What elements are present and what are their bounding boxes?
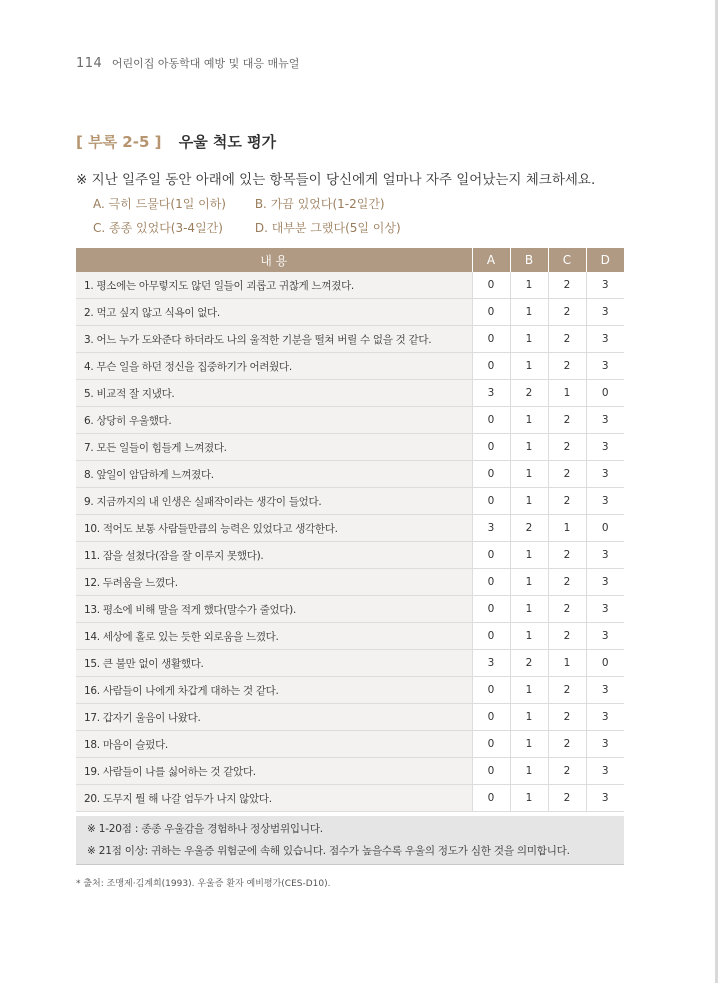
score-b: 1 <box>510 272 548 299</box>
score-a: 3 <box>472 380 510 407</box>
score-d: 3 <box>586 542 624 569</box>
score-b: 1 <box>510 299 548 326</box>
table-row <box>76 704 624 731</box>
score-d: 3 <box>586 569 624 596</box>
page-header <box>76 55 299 71</box>
score-a: 0 <box>472 299 510 326</box>
option-d: D. 대부분 그랬다(5일 이상) <box>254 221 401 235</box>
score-c: 2 <box>548 785 586 812</box>
score-d: 3 <box>586 785 624 812</box>
score-b: 1 <box>510 434 548 461</box>
score-a: 0 <box>472 596 510 623</box>
table-row <box>76 272 624 299</box>
score-a: 0 <box>472 488 510 515</box>
depression-scale-table <box>76 248 624 812</box>
note-risk: ※ 21점 이상: 귀하는 우울증 위험군에 속해 있습니다. 점수가 높을수록 우울의 정도가 심한 것을 의미합니다. <box>87 845 570 857</box>
score-d: 3 <box>586 488 624 515</box>
score-b: 1 <box>510 704 548 731</box>
section-title <box>76 131 276 152</box>
score-b: 1 <box>510 488 548 515</box>
score-b: 1 <box>510 407 548 434</box>
score-b: 1 <box>510 623 548 650</box>
score-d: 3 <box>586 596 624 623</box>
score-c: 2 <box>548 569 586 596</box>
table-row <box>76 380 624 407</box>
score-a: 0 <box>472 785 510 812</box>
score-a: 0 <box>472 569 510 596</box>
item-text: 6. 상당히 우울했다. <box>76 407 472 434</box>
table-header-row <box>76 248 624 272</box>
score-b: 1 <box>510 542 548 569</box>
score-d: 3 <box>586 461 624 488</box>
score-c: 1 <box>548 650 586 677</box>
score-b: 1 <box>510 731 548 758</box>
score-a: 0 <box>472 704 510 731</box>
score-c: 2 <box>548 758 586 785</box>
item-text: 10. 적어도 보통 사람들만큼의 능력은 있었다고 생각한다. <box>76 515 472 542</box>
score-d: 3 <box>586 272 624 299</box>
table-row <box>76 758 624 785</box>
option-b: B. 가끔 있었다(1-2일간) <box>254 197 385 211</box>
item-text: 17. 갑자기 울음이 나왔다. <box>76 704 472 731</box>
instruction-text: ※ 지난 일주일 동안 아래에 있는 항목들이 당신에게 얼마나 자주 일어났는지 체크하세요. <box>76 172 596 188</box>
item-text: 11. 잠을 설쳤다(잠을 잘 이루지 못했다). <box>76 542 472 569</box>
score-c: 2 <box>548 623 586 650</box>
table-row <box>76 596 624 623</box>
item-text: 1. 평소에는 아무렇지도 않던 일들이 괴롭고 귀찮게 느껴졌다. <box>76 272 472 299</box>
score-a: 0 <box>472 353 510 380</box>
score-c: 2 <box>548 704 586 731</box>
table-row <box>76 488 624 515</box>
answer-options <box>93 192 413 240</box>
item-text: 13. 평소에 비해 말을 적게 했다(말수가 줄었다). <box>76 596 472 623</box>
table-row <box>76 542 624 569</box>
table-row <box>76 326 624 353</box>
item-text: 9. 지금까지의 내 인생은 실패작이라는 생각이 들었다. <box>76 488 472 515</box>
score-b: 1 <box>510 677 548 704</box>
table-row <box>76 434 624 461</box>
score-d: 3 <box>586 407 624 434</box>
header-a: A <box>472 248 510 272</box>
score-b: 1 <box>510 569 548 596</box>
score-c: 2 <box>548 299 586 326</box>
score-d: 3 <box>586 434 624 461</box>
score-b: 1 <box>510 596 548 623</box>
score-d: 0 <box>586 380 624 407</box>
item-text: 15. 큰 불만 없이 생활했다. <box>76 650 472 677</box>
header-content: 내 용 <box>76 248 472 272</box>
page-number: 114 <box>76 56 103 71</box>
table-row <box>76 353 624 380</box>
table-row <box>76 569 624 596</box>
item-text: 7. 모든 일들이 힘들게 느껴졌다. <box>76 434 472 461</box>
item-text: 18. 마음이 슬펐다. <box>76 731 472 758</box>
score-d: 0 <box>586 650 624 677</box>
table-row <box>76 785 624 812</box>
book-title: 어린이집 아동학대 예방 및 대응 매뉴얼 <box>111 57 300 70</box>
score-a: 0 <box>472 434 510 461</box>
table-row <box>76 461 624 488</box>
table-row <box>76 731 624 758</box>
score-d: 3 <box>586 353 624 380</box>
score-c: 2 <box>548 677 586 704</box>
score-c: 2 <box>548 461 586 488</box>
score-c: 2 <box>548 326 586 353</box>
note-normal: ※ 1-20점 : 종종 우울감을 경험하나 정상범위입니다. <box>87 823 323 835</box>
score-d: 3 <box>586 677 624 704</box>
table-row <box>76 515 624 542</box>
score-b: 1 <box>510 758 548 785</box>
score-d: 3 <box>586 731 624 758</box>
score-c: 2 <box>548 596 586 623</box>
score-a: 0 <box>472 731 510 758</box>
score-c: 2 <box>548 353 586 380</box>
score-a: 0 <box>472 272 510 299</box>
score-c: 1 <box>548 515 586 542</box>
item-text: 19. 사람들이 나를 싫어하는 것 같았다. <box>76 758 472 785</box>
option-c: C. 종종 있었다(3-4일간) <box>93 221 223 235</box>
score-a: 0 <box>472 326 510 353</box>
score-b: 2 <box>510 380 548 407</box>
score-b: 2 <box>510 515 548 542</box>
score-b: 1 <box>510 326 548 353</box>
score-a: 3 <box>472 650 510 677</box>
score-c: 2 <box>548 542 586 569</box>
score-c: 2 <box>548 272 586 299</box>
score-a: 0 <box>472 623 510 650</box>
item-text: 12. 두려움을 느꼈다. <box>76 569 472 596</box>
score-d: 3 <box>586 299 624 326</box>
item-text: 3. 어느 누가 도와준다 하더라도 나의 울적한 기분을 떨쳐 버릴 수 없을 것 같다. <box>76 326 472 353</box>
score-c: 1 <box>548 380 586 407</box>
item-text: 20. 도무지 뭘 해 나갈 엄두가 나지 않았다. <box>76 785 472 812</box>
score-c: 2 <box>548 434 586 461</box>
option-a: A. 극히 드물다(1일 이하) <box>93 197 226 211</box>
item-text: 8. 앞일이 암담하게 느껴졌다. <box>76 461 472 488</box>
score-a: 0 <box>472 758 510 785</box>
score-c: 2 <box>548 731 586 758</box>
score-a: 0 <box>472 461 510 488</box>
section-name: 우울 척도 평가 <box>178 133 277 151</box>
score-c: 2 <box>548 407 586 434</box>
score-d: 3 <box>586 704 624 731</box>
item-text: 16. 사람들이 나에게 차갑게 대하는 것 같다. <box>76 677 472 704</box>
item-text: 5. 비교적 잘 지냈다. <box>76 380 472 407</box>
score-d: 3 <box>586 623 624 650</box>
appendix-tag: [ 부록 2-5 ] <box>76 133 162 151</box>
score-b: 1 <box>510 785 548 812</box>
table-row <box>76 299 624 326</box>
source-citation: * 출처: 조맹제·김계희(1993). 우울증 환자 예비평가(CES-D10). <box>76 879 331 889</box>
score-a: 0 <box>472 542 510 569</box>
header-b: B <box>510 248 548 272</box>
score-c: 2 <box>548 488 586 515</box>
table-row <box>76 677 624 704</box>
score-b: 1 <box>510 353 548 380</box>
item-text: 14. 세상에 홀로 있는 듯한 외로움을 느꼈다. <box>76 623 472 650</box>
score-d: 3 <box>586 326 624 353</box>
header-d: D <box>586 248 624 272</box>
score-a: 0 <box>472 677 510 704</box>
score-b: 1 <box>510 461 548 488</box>
score-notes <box>76 816 624 865</box>
item-text: 4. 무슨 일을 하던 정신을 집중하기가 어려웠다. <box>76 353 472 380</box>
item-text: 2. 먹고 싶지 않고 식욕이 없다. <box>76 299 472 326</box>
score-b: 2 <box>510 650 548 677</box>
score-a: 0 <box>472 407 510 434</box>
table-row <box>76 623 624 650</box>
header-c: C <box>548 248 586 272</box>
score-d: 0 <box>586 515 624 542</box>
score-a: 3 <box>472 515 510 542</box>
table-row <box>76 407 624 434</box>
table-row <box>76 650 624 677</box>
score-d: 3 <box>586 758 624 785</box>
